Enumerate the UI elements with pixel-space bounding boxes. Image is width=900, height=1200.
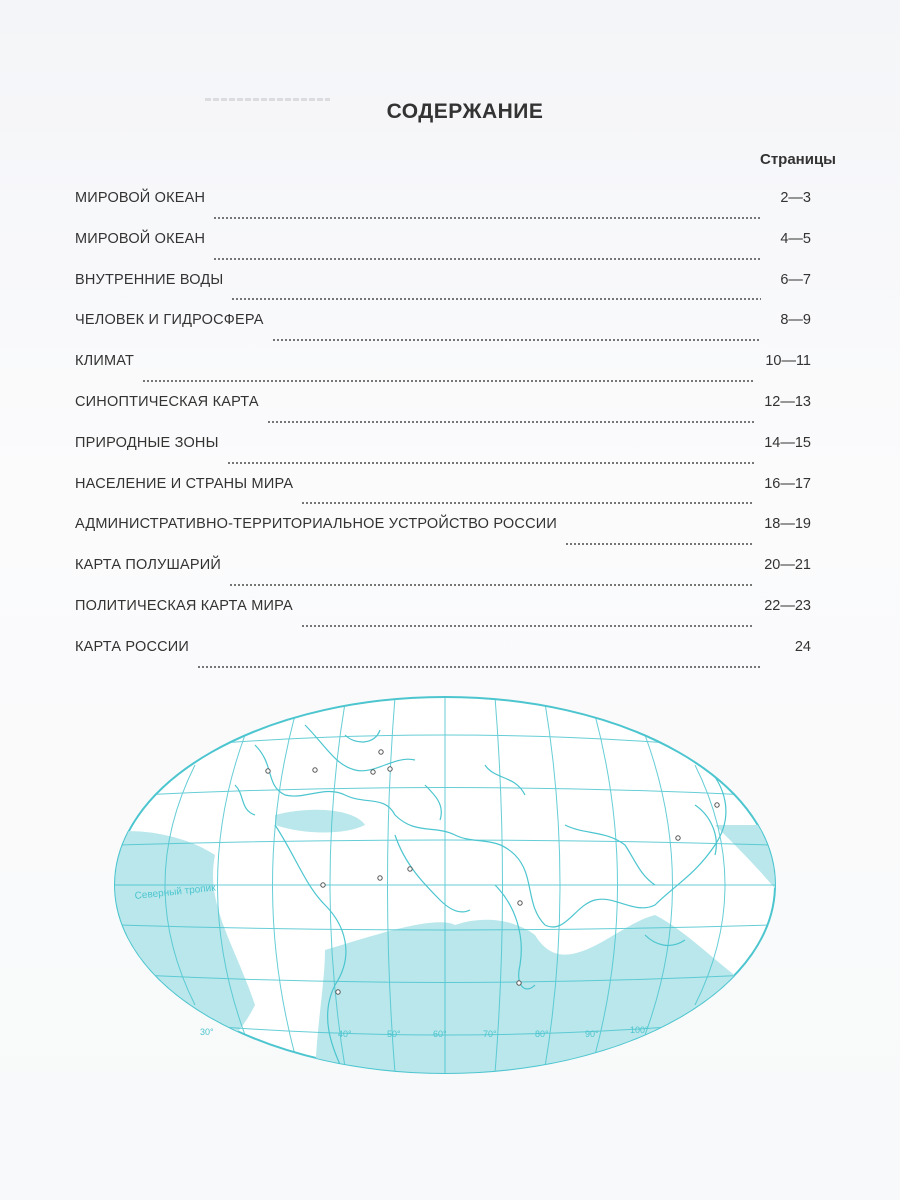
toc-entry-pages: 6—7 [780,271,811,288]
toc-entry-title: СИНОПТИЧЕСКАЯ КАРТА [75,393,259,410]
dot-leader [231,298,761,300]
dot-leader [227,462,755,464]
dot-leader [301,625,754,627]
toc-entry-pages: 2—3 [780,190,811,206]
toc-entry[interactable] [75,598,811,639]
world-contour-map [95,685,795,1085]
toc-entry[interactable] [75,312,811,353]
dot-leader [301,502,754,504]
toc-entry-title: АДМИНИСТРАТИВНО-ТЕРРИТОРИАЛЬНОЕ УСТРОЙСТВО РОССИИ [75,516,557,533]
longitude-label: 100° [630,1025,649,1035]
toc-entry[interactable] [75,231,811,272]
toc-entry[interactable] [75,639,811,680]
toc-entry-pages: 24 [794,638,811,655]
toc-entry-title: КЛИМАТ [75,353,135,370]
toc-entry[interactable] [75,476,811,517]
longitude-label: 60° [433,1029,447,1039]
dot-leader [267,421,754,423]
toc-entry-title: ПОЛИТИЧЕСКАЯ КАРТА МИРА [75,597,293,614]
dot-leader [213,217,761,219]
pages-column-header: Страницы [760,151,836,168]
toc-entry[interactable] [75,272,811,313]
longitude-label: 40° [338,1029,352,1039]
toc-entry[interactable] [75,190,811,231]
tropic-label: Северный тропик [134,882,217,902]
dot-leader [565,543,754,545]
toc-entry-title: КАРТА ПОЛУШАРИЙ [75,557,221,574]
table-of-contents [75,190,811,680]
page-title: СОДЕРЖАНИЕ [386,100,544,123]
toc-entry[interactable] [75,516,811,557]
toc-entry-title: ПРИРОДНЫЕ ЗОНЫ [75,434,219,451]
dot-leader [229,584,754,586]
toc-entry-title: ВНУТРЕННИЕ ВОДЫ [75,271,224,288]
toc-entry-title: МИРОВОЙ ОКЕАН [75,230,206,247]
toc-entry-pages: 16—17 [764,475,811,492]
toc-entry-pages: 4—5 [780,230,811,247]
longitude-label: 30° [200,1027,214,1037]
toc-entry-title: МИРОВОЙ ОКЕАН [75,190,206,206]
dot-leader [272,339,761,341]
toc-entry[interactable] [75,353,811,394]
map-illustration [95,685,795,1085]
dot-leader [142,380,755,382]
toc-entry-pages: 20—21 [764,557,811,574]
dot-leader [197,666,761,668]
toc-entry-pages: 10—11 [765,353,811,370]
toc-entry-pages: 12—13 [764,393,811,410]
toc-entry[interactable] [75,435,811,476]
longitude-label: 50° [387,1029,401,1039]
toc-entry[interactable] [75,557,811,598]
longitude-label: 80° [535,1029,549,1039]
toc-entry-pages: 22—23 [764,597,811,614]
toc-entry-pages: 8—9 [780,312,811,329]
dot-leader [213,258,761,260]
toc-entry[interactable] [75,394,811,435]
toc-entry-pages: 14—15 [764,434,811,451]
toc-entry-title: КАРТА РОССИИ [75,638,190,655]
toc-entry-title: ЧЕЛОВЕК И ГИДРОСФЕРА [75,312,264,329]
toc-entry-title: НАСЕЛЕНИЕ И СТРАНЫ МИРА [75,475,294,492]
toc-entry-pages: 18—19 [764,516,811,533]
longitude-label: 70° [483,1029,497,1039]
longitude-label: 90° [585,1029,599,1039]
